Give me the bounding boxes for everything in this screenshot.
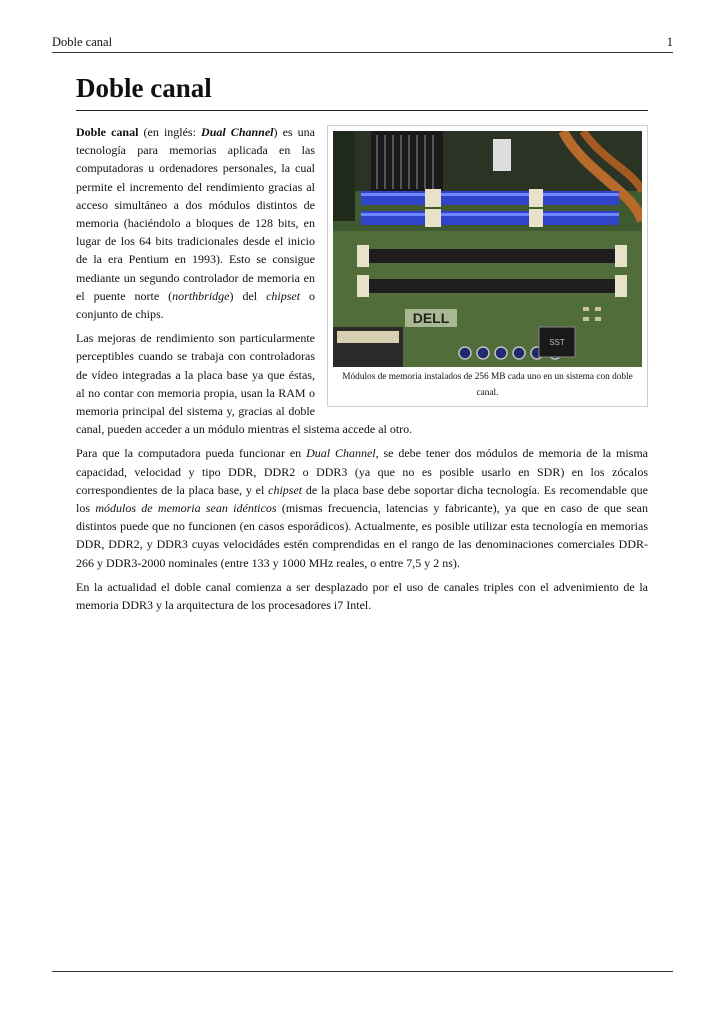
figure [327,125,648,407]
chipset-term-2: chipset [268,482,303,497]
paragraph-2: Las mejoras de rendimiento son particularmente perceptibles cuando se trabaja con controladoras de vídeo integradas a la placa base ya que éstas, al no contar con memoria propia, usan la RAM o memoria principal del sistema y, gracias al doble canal, pueden acceder a un módulo mientras el sistema accede al otro. [76,331,413,437]
chip-label: SST [549,338,565,347]
identical-modules-term: módulos de memoria sean idénticos [95,501,277,516]
ram-module-1 [361,189,619,207]
article-title: Doble canal [76,70,648,111]
article [76,70,648,620]
ram-module-2 [361,209,619,227]
chipset-term: chipset [266,288,301,303]
figure-caption: Módulos de memoria instalados de 256 MB cada uno en un sistema con doble canal. [342,372,633,398]
board-logo-text: DELL [412,310,450,326]
northbridge-term: northbridge [172,288,230,303]
lead-term: Doble canal [76,125,139,139]
motherboard-photo [333,131,642,367]
paragraph-1: Doble canal (en inglés: Dual Channel) es una tecnología para memorias aplicada en las computadoras u ordenadores personales, la cual permite el incremento del rendimiento gracias al acceso simultáneo a dos módulos distintos de memoria (haciéndolo a bloques de 128 bits, en lugar de los 64 bits tradicionales desde el inicio de la era Pentium en 1993). Esto se consigue mediante un segundo controlador de memoria en el puente norte (northbridge) del chipset o conjunto de chips. [76,125,316,322]
running-header [52,34,673,53]
paragraph-4: En la actualidad el doble canal comienza a ser desplazado por el uso de canales triples con el advenimiento de la memoria DDR3 y la arquitectura de los procesadores i7 Intel. [76,579,648,613]
english-term: Dual Channel [201,125,274,139]
footer-rule [52,971,673,972]
running-header-title: Doble canal [52,35,113,49]
dual-channel-term: Dual Channel [306,446,376,461]
page-number: 1 [666,35,673,49]
paragraph-3: Para que la computadora pueda funcionar en Dual Channel, se debe tener dos módulos de memoria de la misma capacidad, velocidad y tipo DDR, DDR2 o DDR3 (ya que no es posible usarlo en SDR) en los zócalos correspondientes de la placa base, y el chipset de la placa base debe soportar dicha tecnología. Es recomendable que los módulos de memoria sean idénticos (mismas frecuencia, latencias y fabricante), ya que en caso de que sean distintos puede que no funcionen (en casos esporádicos). Actualmente, es posible utilizar esta tecnología en memorias DDR, DDR2, y DDR3 cuyas velocidádes estén comprendidas en el rango de las denominaciones comerciales DDR-266 y DDR3-2000 nominales (entre 133 y 1000 MHz reales, o entre 7,5 y 2 ns). [76,446,648,570]
